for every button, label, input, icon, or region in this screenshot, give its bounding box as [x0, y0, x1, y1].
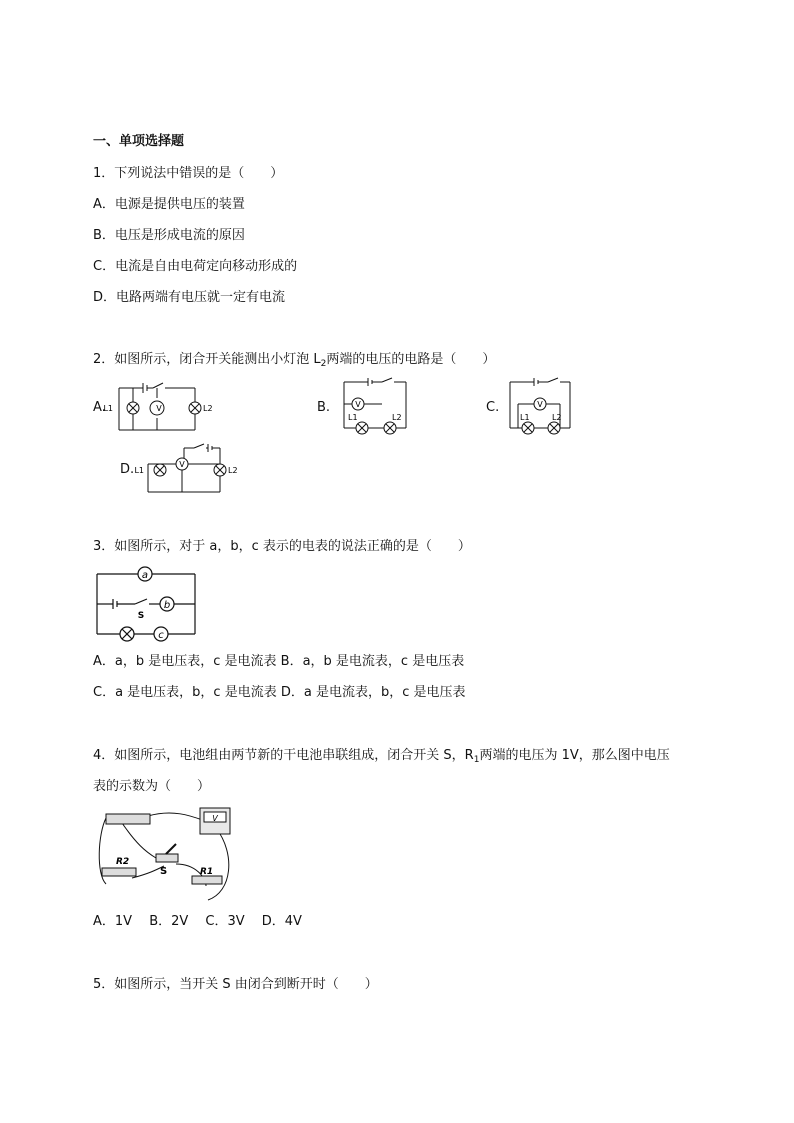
question-4-stem-line1: 4．如图所示，电池组由两节新的干电池串联组成，闭合开关 S，$R_1$两端的电压为 1V，那么图中电压 — [93, 748, 670, 765]
bulb-label-l1: L1 — [103, 404, 113, 413]
switch-q4-label: S — [160, 866, 168, 877]
r2-label: R2 — [116, 857, 130, 867]
question-2-stem: 2．如图所示，闭合开关能测出小灯泡 $L_2$两端的电压的电路是（ ） — [93, 352, 496, 369]
meter-c-label: c — [158, 630, 164, 641]
bulb-label-l2: L2 — [203, 404, 213, 413]
svg-text:L1: L1 — [520, 413, 530, 422]
physical-circuit-q4 — [96, 804, 236, 904]
svg-text:L1: L1 — [348, 413, 358, 422]
svg-text:L1: L1 — [134, 466, 144, 475]
question-1-option-c[interactable]: C．电流是自由电荷定向移动形成的 — [93, 259, 298, 274]
question-4-stem-line2: 表的示数为（ ） — [93, 779, 211, 794]
question-1-option-a[interactable]: A．电源是提供电压的装置 — [93, 197, 245, 212]
circuit-diagram-a — [103, 382, 225, 434]
question-3-options-cd[interactable]: C．a 是电压表，b，c 是电流表 D．a 是电流表，b，c 是电压表 — [93, 685, 466, 700]
svg-text:L2: L2 — [552, 413, 562, 422]
section-title: 一、单项选择题 — [93, 134, 185, 149]
question-2-option-c-label[interactable]: C. — [486, 400, 500, 415]
question-2-option-b-label[interactable]: B. — [317, 400, 331, 415]
meter-b-label: b — [163, 600, 171, 611]
question-1-option-b[interactable]: B．电压是形成电流的原因 — [93, 228, 245, 243]
svg-text:L2: L2 — [228, 466, 238, 475]
question-1-option-d[interactable]: D．电路两端有电压就一定有电流 — [93, 290, 286, 305]
meter-a-label: a — [141, 570, 149, 581]
question-4-options[interactable]: A．1V B．2V C．3V D．4V — [93, 914, 302, 929]
svg-text:V: V — [179, 460, 185, 469]
question-2-option-d-label[interactable]: D. — [120, 462, 135, 477]
r1-label: R1 — [200, 867, 214, 877]
voltmeter-label: V — [156, 404, 162, 413]
svg-text:L2: L2 — [392, 413, 402, 422]
switch-label: S — [137, 611, 145, 621]
svg-text:V: V — [355, 400, 361, 409]
circuit-diagram-b — [342, 378, 412, 434]
question-3-stem: 3．如图所示，对于 a，b，c 表示的电表的说法正确的是（ ） — [93, 539, 471, 554]
question-2-option-a-label[interactable]: A. — [93, 400, 106, 415]
svg-text:V: V — [537, 400, 543, 409]
voltmeter-q4-label: V — [212, 814, 218, 823]
question-1-stem: 1．下列说法中错误的是（ ） — [93, 166, 284, 181]
circuit-diagram-q3 — [95, 566, 205, 641]
question-5-stem: 5．如图所示，当开关 S 由闭合到断开时（ ） — [93, 977, 378, 992]
question-3-options-ab[interactable]: A．a，b 是电压表，c 是电流表 B．a，b 是电流表，c 是电压表 — [93, 654, 465, 669]
circuit-diagram-c — [508, 378, 578, 434]
circuit-diagram-d — [134, 444, 246, 496]
